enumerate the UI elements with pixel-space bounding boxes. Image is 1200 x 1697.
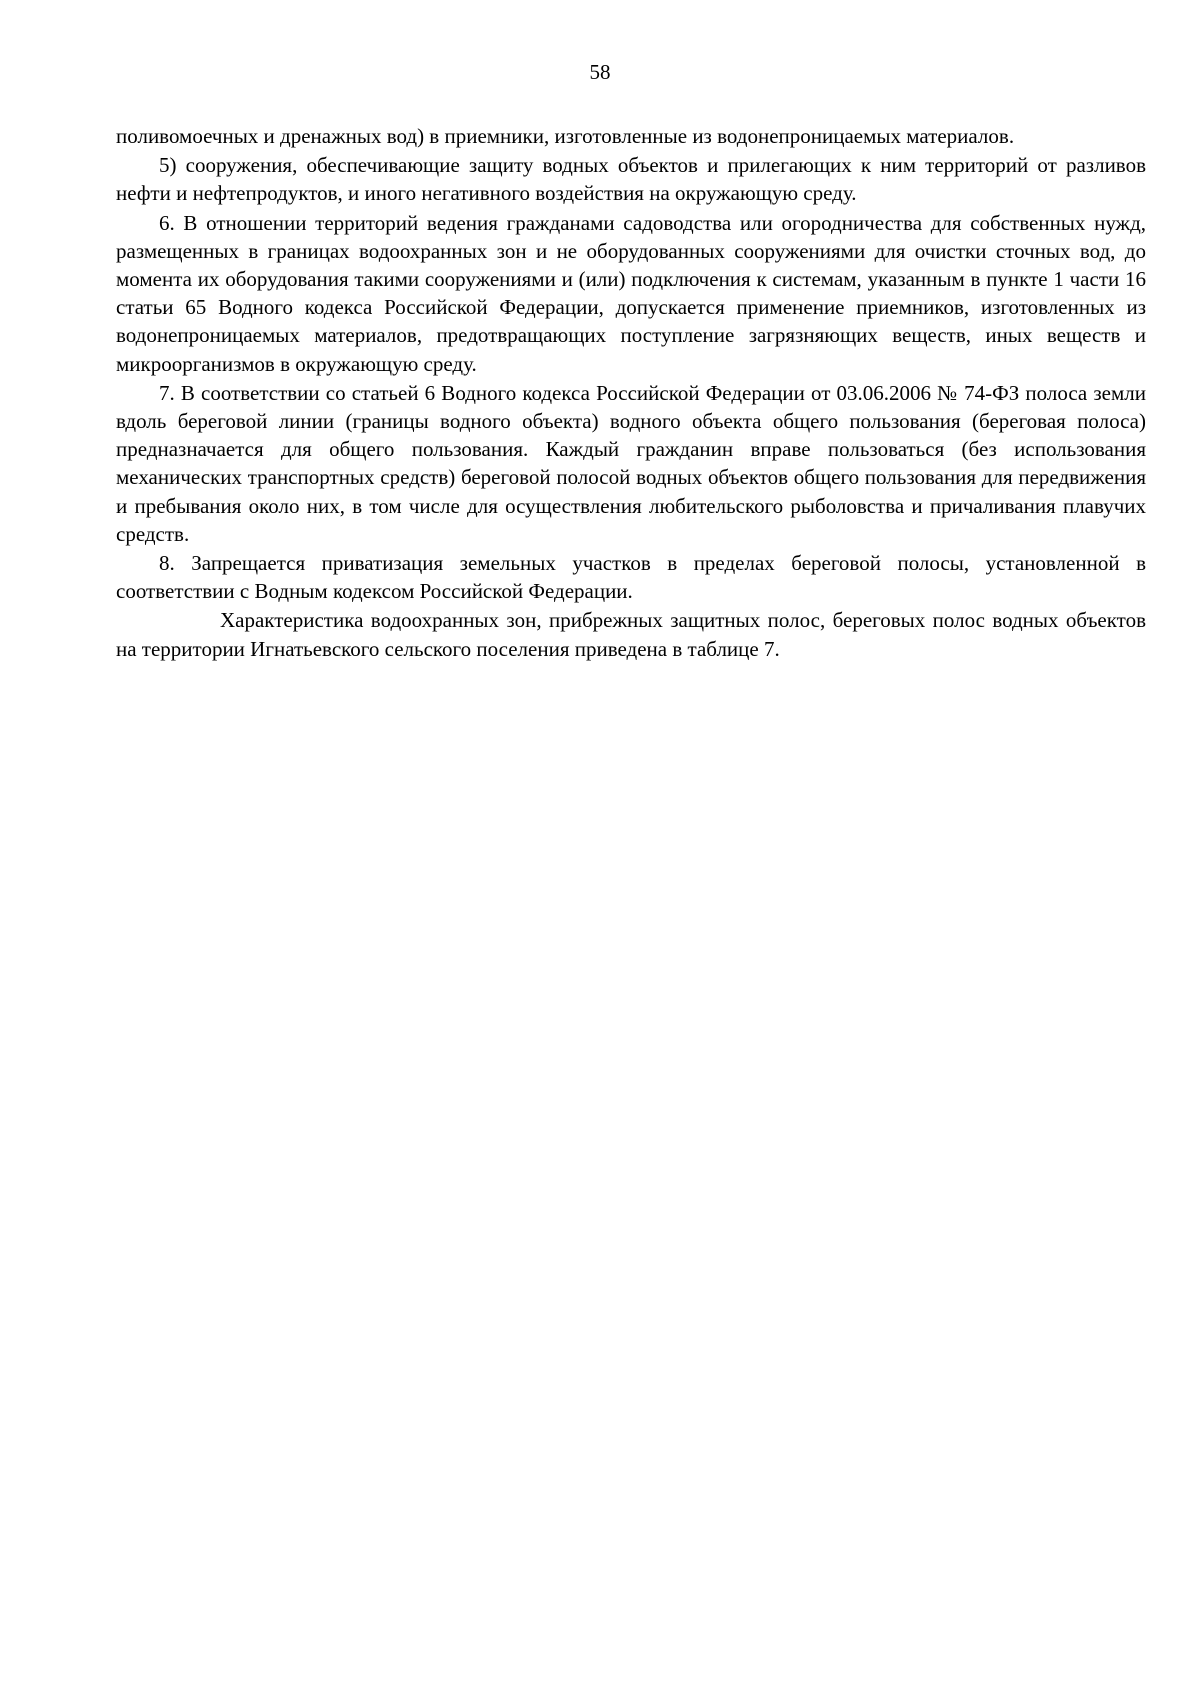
paragraph-item-7: 7. В соответствии со статьей 6 Водного кодекса Российской Федерации от 03.06.2006 № 74-ФЗ полоса земли вдоль береговой линии (границы водного объекта) водного объекта общего пользования (береговая полоса) предназначается для общего пользования. Каждый гражданин вправе пользоваться (без использования механических транспортных средств) береговой полосой водных объектов общего пользования для передвижения и пребывания около них, в том числе для осуществления любительского рыболовства и причаливания плавучих средств. <box>116 380 1146 546</box>
paragraph-item-8: 8. Запрещается приватизация земельных участков в пределах береговой полосы, установленной в соответствии с Водным кодексом Российской Федерации. <box>116 551 1146 604</box>
document-body <box>116 122 1146 664</box>
paragraph-item-6: 6. В отношении территорий ведения гражданами садоводства или огородничества для собственных нужд, размещенных в границах водоохранных зон и не оборудованных сооружениями для очистки сточных вод, до момента их оборудования такими сооружениями и (или) подключения к системам, указанным в пункте 1 части 16 статьи 65 Водного кодекса Российской Федерации, допускается применение приемников, изготовленных из водонепроницаемых материалов, предотвращающих поступление загрязняющих веществ, иных веществ и микроорганизмов в окружающую среду. <box>116 210 1146 376</box>
page-number: 58 <box>589 60 611 84</box>
paragraph-table-reference: Характеристика водоохранных зон, прибрежных защитных полос, береговых полос водных объектов на территории Игнатьевского сельского поселения приведена в таблице 7. <box>116 608 1146 661</box>
paragraph-item-5: 5) сооружения, обеспечивающие защиту водных объектов и прилегающих к ним территорий от разливов нефти и нефтепродуктов, и иного негативного воздействия на окружающую среду. <box>116 153 1146 206</box>
paragraph-continuation: поливомоечных и дренажных вод) в приемники, изготовленные из водонепроницаемых материалов. <box>116 124 1015 148</box>
